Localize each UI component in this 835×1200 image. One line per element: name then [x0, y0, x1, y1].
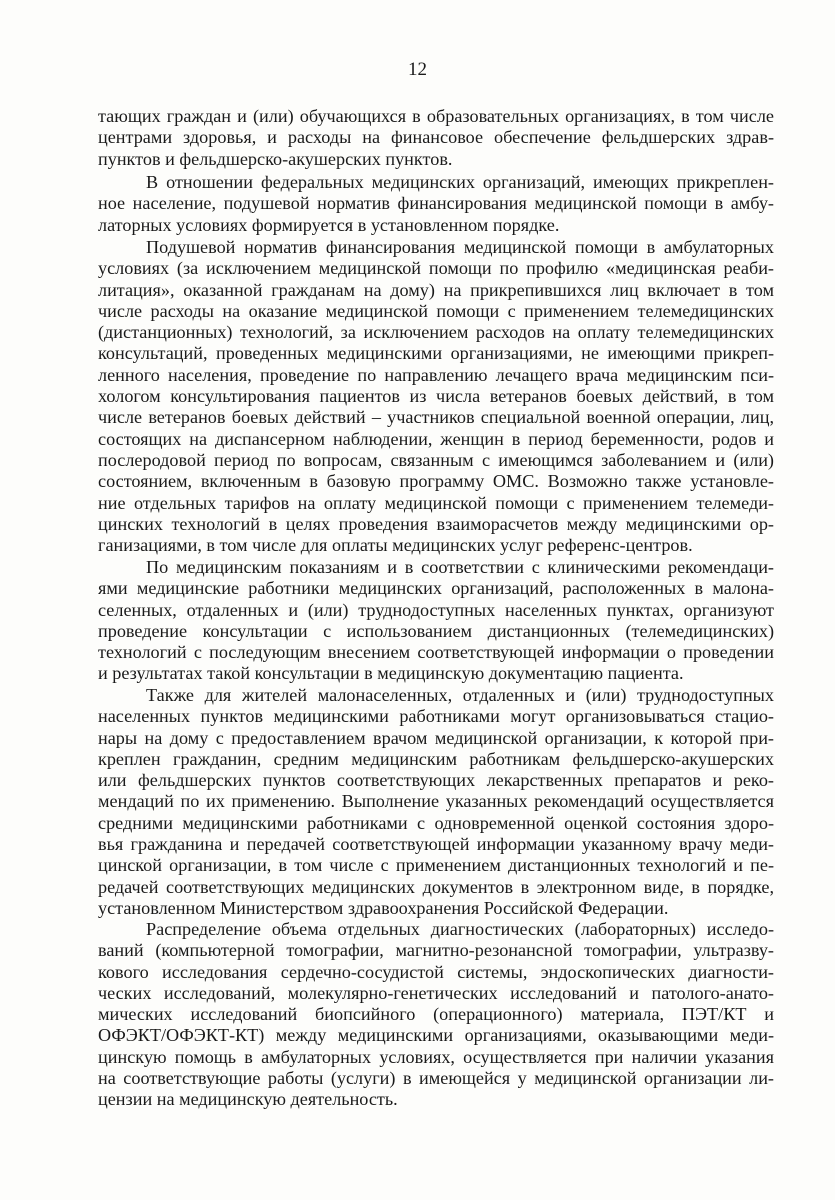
paragraph [98, 685, 774, 919]
paragraph-line: мических исследований биопсийного (операционного) материала, ПЭТ/КТ и [98, 1004, 774, 1025]
paragraph-line: ОФЭКТ/ОФЭКТ-КТ) между медицинскими организациями, оказывающими меди- [98, 1025, 774, 1046]
paragraph-line: тающих граждан и (или) обучающихся в образовательных организациях, в том числе [98, 106, 774, 126]
paragraph-line: числе ветеранов боевых действий – участников специальной военной операции, лиц, [98, 407, 774, 428]
page-number: 12 [408, 59, 427, 80]
paragraph-line: ганизациями, в том числе для оплаты медицинских услуг референс-центров. [98, 535, 693, 556]
paragraph-line: ями медицинские работники медицинских организаций, расположенных в малона- [98, 578, 774, 599]
paragraph [98, 172, 774, 236]
paragraph-line: креплен гражданин, средним медицинским работникам фельдшерско-акушерских [98, 748, 774, 769]
paragraph-line: технологий с последующим внесением соответствующей информации о проведении [98, 642, 774, 663]
paragraph [98, 557, 774, 685]
paragraph-line: числе расходы на оказание медицинской помощи с применением телемедицинских [98, 300, 774, 321]
paragraph-line: латорных условиях формируется в установленном порядке. [98, 214, 560, 235]
paragraph-line: По медицинским показаниям и в соответствии с клиническими рекомендаци- [146, 557, 774, 577]
paragraph-line: редачей соответствующих медицинских документов в электронном виде, в порядке, [98, 876, 774, 897]
paragraph-line: цинскую помощь в амбулаторных условиях, осуществляется при наличии указания [98, 1046, 774, 1067]
paragraph-line: ние отдельных тарифов на оплату медицинской помощи с применением телемеди- [98, 492, 774, 513]
paragraph-line: состоящих на диспансерном наблюдении, женщин в период беременности, родов и [98, 428, 774, 449]
paragraph-line: нары на дому с предоставлением врачом медицинской организации, к которой при- [98, 727, 774, 748]
paragraph-line: центрами здоровья, и расходы на финансовое обеспечение фельдшерских здрав- [98, 127, 774, 148]
paragraph-line: хологом консультирования пациентов из числа ветеранов боевых действий, в том [98, 386, 774, 407]
paragraph-line: цинской организации, в том числе с применением дистанционных технологий и пе- [98, 855, 774, 876]
paragraph [98, 106, 774, 170]
paragraph [98, 237, 774, 556]
paragraph-line: (дистанционных) технологий, за исключением расходов на оплату телемедицинских [98, 322, 774, 343]
paragraph-line: селенных, отдаленных и (или) труднодоступных населенных пунктах, организуют [98, 599, 774, 620]
paragraph-line: консультаций, проведенных медицинскими организациями, не имеющими прикреп- [98, 343, 774, 364]
paragraph-line: послеродовой период по вопросам, связанным с имеющимся заболеванием и (или) [98, 449, 774, 470]
paragraph-line: ное население, подушевой норматив финансирования медицинской помощи в амбу- [98, 193, 774, 214]
paragraph-line: средними медицинскими работниками с одновременной оценкой состояния здоро- [98, 812, 774, 833]
paragraph [98, 919, 774, 1111]
paragraph-line: состоянием, включенным в базовую программу ОМС. Возможно также установле- [98, 471, 774, 492]
paragraph-line: условиях (за исключением медицинской помощи по профилю «медицинская реаби- [98, 258, 774, 279]
paragraph-line: пунктов и фельдшерско-акушерских пунктов. [98, 148, 453, 169]
paragraph-line: В отношении федеральных медицинских организаций, имеющих прикреплен- [146, 172, 774, 192]
paragraph-line: на соответствующие работы (услуги) в имеющейся у медицинской организации ли- [98, 1068, 774, 1089]
paragraph-line: мендаций по их применению. Выполнение указанных рекомендаций осуществляется [98, 791, 774, 812]
paragraph-line: ческих исследований, молекулярно-генетических исследований и патолого-анато- [98, 982, 774, 1003]
paragraph-line: Распределение объема отдельных диагностических (лабораторных) исследо- [146, 919, 774, 939]
paragraph-line: цензии на медицинскую деятельность. [98, 1089, 398, 1110]
paragraph-line: и результатах такой консультации в медицинскую документацию пациента. [98, 663, 684, 684]
paragraph-line: установленном Министерством здравоохранения Российской Федерации. [98, 897, 669, 918]
paragraph-line: Также для жителей малонаселенных, отдаленных и (или) труднодоступных [146, 685, 774, 705]
paragraph-line: населенных пунктов медицинскими работниками могут организовываться стацио- [98, 706, 774, 727]
paragraph-line: цинских технологий в целях проведения взаиморасчетов между медицинскими ор- [98, 513, 774, 534]
paragraph-line: литация», оказанной гражданам на дому) на прикрепившихся лиц включает в том [98, 279, 774, 300]
paragraph-line: проведение консультации с использованием дистанционных (телемедицинских) [98, 620, 774, 641]
paragraph-line: ваний (компьютерной томографии, магнитно-резонансной томографии, ультразву- [98, 940, 774, 961]
paragraph-line: Подушевой норматив финансирования медицинской помощи в амбулаторных [146, 237, 774, 257]
paragraph-line: или фельдшерских пунктов соответствующих лекарственных препаратов и реко- [98, 770, 774, 791]
paragraph-line: ленного населения, проведение по направлению лечащего врача медицинским пси- [98, 364, 774, 385]
paragraph-line: кового исследования сердечно-сосудистой системы, эндоскопических диагности- [98, 961, 774, 982]
paragraph-line: вья гражданина и передачей соответствующей информации указанному врачу меди- [98, 834, 774, 855]
